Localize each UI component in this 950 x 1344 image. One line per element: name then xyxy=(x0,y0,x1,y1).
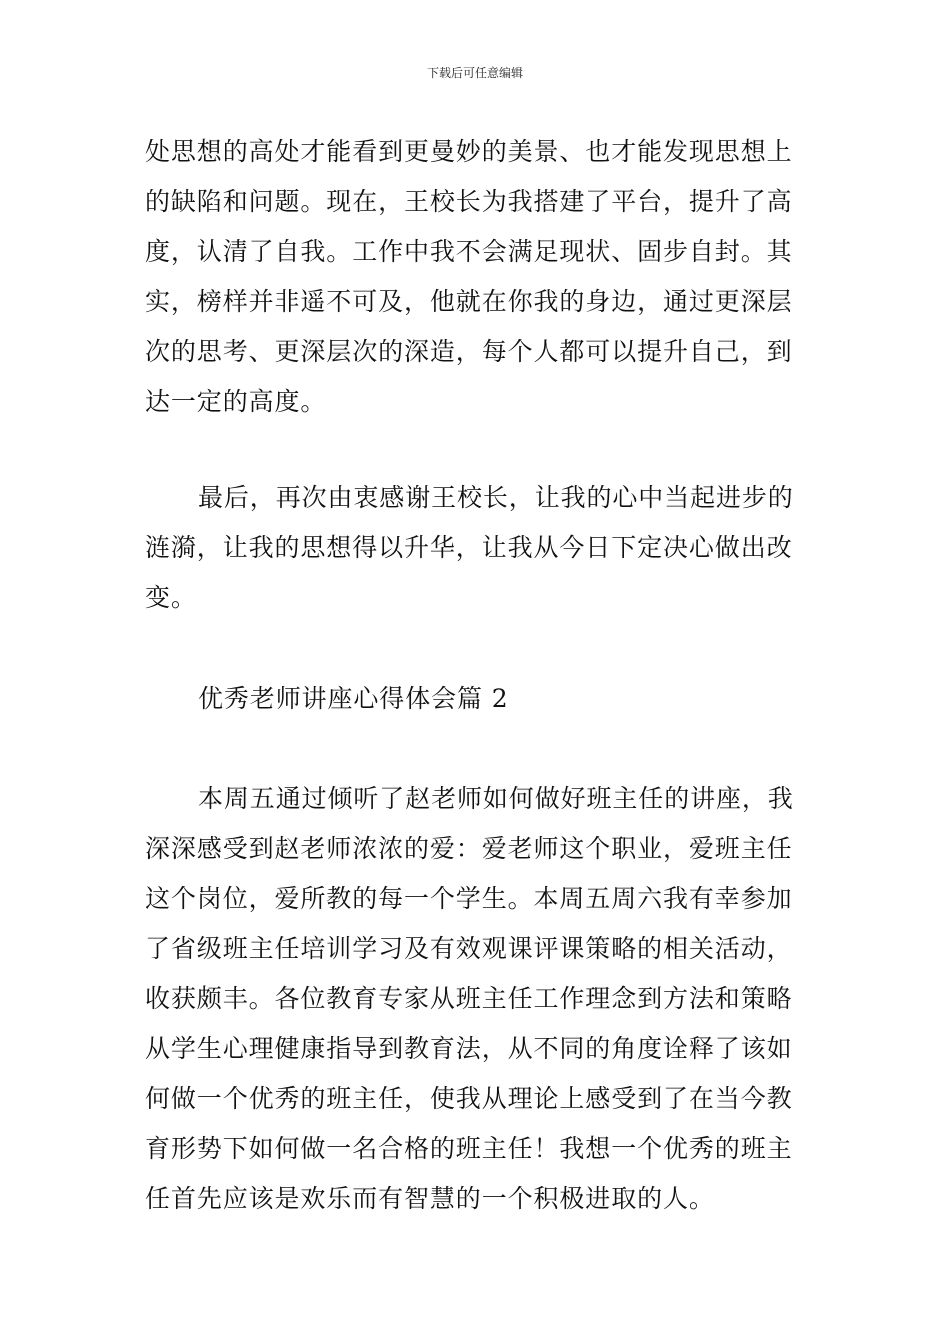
paragraph-closing-thanks xyxy=(145,473,810,623)
paragraph-line: 从学生心理健康指导到教育法，从不同的角度诠释了该如 xyxy=(145,1034,793,1063)
paragraph-line: 度，认清了自我。工作中我不会满足现状、固步自封。其 xyxy=(145,237,793,266)
paragraph-line: 收获颇丰。各位教育专家从班主任工作理念到方法和策略 xyxy=(145,984,793,1013)
page-header-note: 下载后可任意编辑 xyxy=(426,66,523,80)
paragraph-line: 任首先应该是欢乐而有智慧的一个积极进取的人。 xyxy=(145,1184,715,1213)
paragraph-continuation xyxy=(145,127,810,427)
paragraph-line: 变。 xyxy=(145,583,197,612)
paragraph-line: 达一定的高度。 xyxy=(145,387,327,416)
paragraph-line: 育形势下如何做一名合格的班主任！我想一个优秀的班主 xyxy=(145,1134,793,1163)
paragraph-line: 次的思考、更深层次的深造，每个人都可以提升自己，到 xyxy=(145,337,793,366)
paragraph-line: 最后，再次由衷感谢王校长，让我的心中当起进步的 xyxy=(198,483,794,512)
paragraph-line: 涟漪，让我的思想得以升华，让我从今日下定决心做出改 xyxy=(145,533,793,562)
paragraph-line: 的缺陷和问题。现在，王校长为我搭建了平台，提升了高 xyxy=(145,187,793,216)
paragraph-line: 本周五通过倾听了赵老师如何做好班主任的讲座，我 xyxy=(198,784,794,813)
paragraph-line: 深深感受到赵老师浓浓的爱：爱老师这个职业，爱班主任 xyxy=(145,834,793,863)
section-heading: 优秀老师讲座心得体会篇 2 xyxy=(198,684,509,713)
paragraph-line: 了省级班主任培训学习及有效观课评课策略的相关活动， xyxy=(145,934,793,963)
paragraph-line: 这个岗位，爱所教的每一个学生。本周五周六我有幸参加 xyxy=(145,884,793,913)
paragraph-line: 处思想的高处才能看到更曼妙的美景、也才能发现思想上 xyxy=(145,137,793,166)
paragraph-line: 实，榜样并非遥不可及，他就在你我的身边，通过更深层 xyxy=(145,287,793,316)
paragraph-section-body xyxy=(145,774,810,1224)
paragraph-line: 何做一个优秀的班主任，使我从理论上感受到了在当今教 xyxy=(145,1084,793,1113)
